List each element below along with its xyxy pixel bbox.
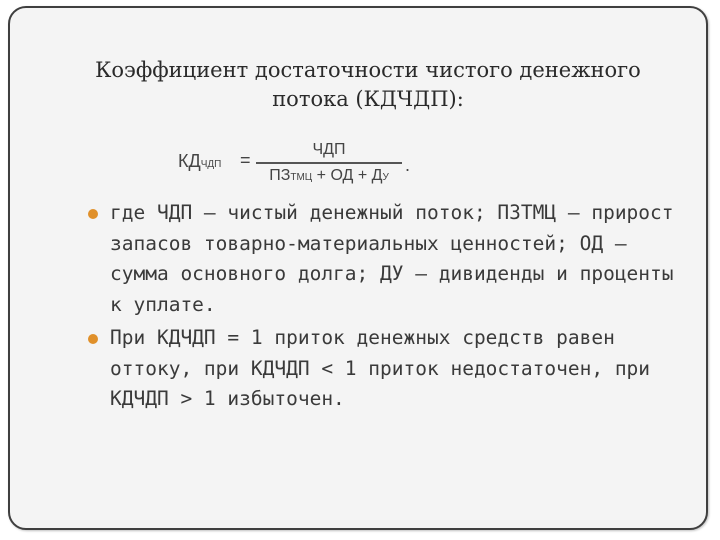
bullet-list	[86, 198, 696, 418]
formula-lhs-subscript: ЧДП	[200, 159, 222, 170]
formula-lhs-main: КД	[178, 151, 201, 171]
formula-den-part2: + ОД + Д	[312, 166, 383, 184]
formula-fraction	[256, 140, 402, 188]
formula-denominator	[256, 166, 402, 188]
slide-frame	[8, 6, 708, 530]
bullet-dot-icon	[88, 334, 98, 344]
slide-title: Коэффициент достаточности чистого денежного потока (КДЧДП):	[95, 58, 641, 111]
formula-den-sub2: У	[382, 171, 389, 183]
formula-lhs	[178, 151, 221, 172]
formula-den-sub1: ТМЦ	[290, 171, 313, 183]
formula-end-dot: .	[405, 155, 411, 175]
bullet-text: При КДЧДП = 1 приток денежных средств равен оттоку, при КДЧДП < 1 приток недостаточен, при КДЧДП > 1 избыточен.	[110, 326, 651, 410]
formula-numerator: ЧДП	[312, 141, 346, 158]
bullet-item	[86, 323, 696, 415]
bullet-dot-icon	[88, 209, 98, 219]
formula-equals: =	[240, 150, 251, 170]
bullet-item	[86, 198, 696, 320]
formula-den-part1: ПЗ	[269, 166, 291, 184]
fraction-bar	[256, 162, 402, 164]
bullet-text: где ЧДП – чистый денежный поток; ПЗТМЦ – прирост запасов товарно-материальных ценностей; ОД – сумма основного долга; ДУ – дивиденды и проценты к уплате.	[110, 201, 674, 316]
